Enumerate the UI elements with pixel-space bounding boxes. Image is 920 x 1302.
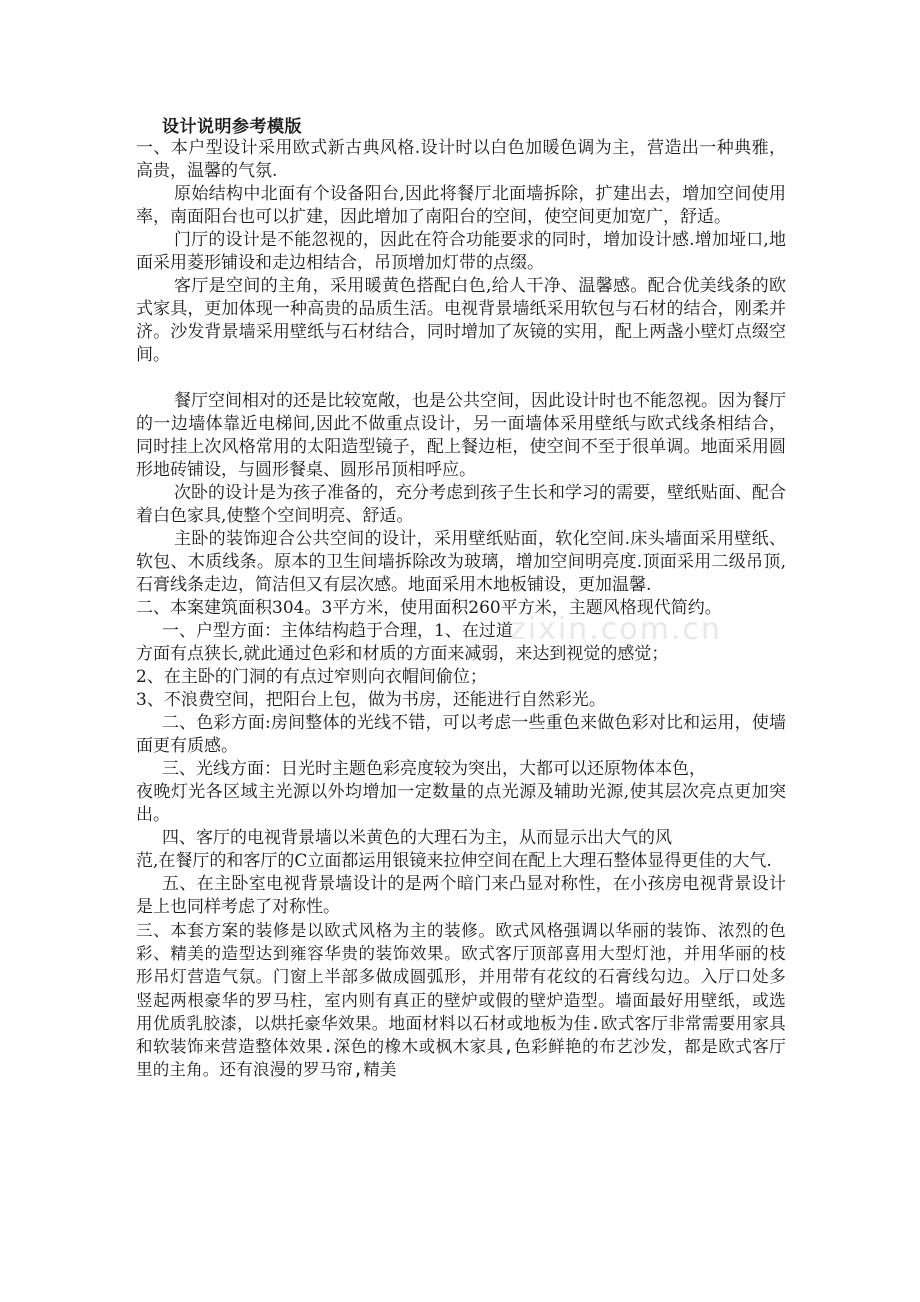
color-paragraph: 二、色彩方面:房间整体的光线不错，可以考虑一些重色来做色彩对比和运用，使墙面更有质感。 xyxy=(136,713,786,756)
lighting-continued: 夜晚灯光各区域主光源以外均增加一定数量的点光源及辅助光源,使其层次亮点更加突出。 xyxy=(136,782,786,825)
layout-paragraph: 一、户型方面：主体结构趋于合理，1、在过道 xyxy=(162,621,513,641)
layout-item-3: 3、不浪费空间，把阳台上包，做为书房，还能进行自然彩光。 xyxy=(136,690,606,710)
master-bedroom-paragraph: 主卧的装饰迎合公共空间的设计，采用壁纸贴面，软化空间.床头墙面采用壁纸、软包、木质线条。原本的卫生间墙拆除改为玻璃，增加空间明亮度.顶面采用二级吊顶,石膏线条走边，简洁但又有层次感。地面采用木地板铺设，更加温馨. xyxy=(136,529,786,595)
section-1-paragraph: 一、本户型设计采用欧式新古典风格.设计时以白色加暖色调为主，营造出一种典雅，高贵，温馨的气氛. xyxy=(136,138,786,181)
layout-continued: 方面有点狭长,就此通过色彩和材质的方面来减弱，来达到视觉的感觉； xyxy=(136,644,669,664)
living-room-paragraph: 客厅是空间的主角，采用暖黄色搭配白色,给人干净、温馨感。配合优美线条的欧式家具，更加体现一种高贵的品质生活。电视背景墙纸采用软包与石材的结合，刚柔并济。沙发背景墙采用壁纸与石材结合，同时增加了灰镜的实用，配上两盏小壁灯点缀空间。 xyxy=(136,276,786,365)
lighting-paragraph: 三、光线方面：日光时主题色彩亮度较为突出，大都可以还原物体本色， xyxy=(162,759,706,779)
document-title: 设计说明参考模版 xyxy=(162,117,302,137)
structure-paragraph: 原始结构中北面有个设备阳台,因此将餐厅北面墙拆除，扩建出去，增加空间使用率，南面阳台也可以扩建，因此增加了南阳台的空间，使空间更加宽广，舒适。 xyxy=(136,184,786,227)
dining-room-paragraph: 餐厅空间相对的还是比较宽敞，也是公共空间，因此设计时也不能忽视。因为餐厅的一边墙体靠近电梯间,因此不做重点设计，另一面墙体采用壁纸与欧式线条相结合，同时挂上次风格常用的太阳造型镜子，配上餐边柜，使空间不至于很单调。地面采用圆形地砖铺设，与圆形餐桌、圆形吊顶相呼应。 xyxy=(136,391,786,480)
foyer-paragraph: 门厅的设计是不能忽视的，因此在符合功能要求的同时，增加设计感.增加垭口,地面采用菱形铺设和走边相结合，吊顶增加灯带的点缀。 xyxy=(136,230,786,273)
section-3-paragraph: 三、本套方案的装修是以欧式风格为主的装修。欧式风格强调以华丽的装饰、浓烈的色彩、精美的造型达到雍容华贵的装饰效果。欧式客厅顶部喜用大型灯池，并用华丽的枝形吊灯营造气氛。门窗上半部多做成圆弧形，并用带有花纹的石膏线勾边。入厅口处多竖起两根豪华的罗马柱，室内则有真正的壁炉或假的壁炉造型。墙面最好用壁纸，或选用优质乳胶漆，以烘托豪华效果。地面材料以石材或地板为佳.欧式客厅非常需要用家具和软装饰来营造整体效果.深色的橡木或枫木家具,色彩鲜艳的布艺沙发，都是欧式客厅里的主角。还有浪漫的罗马帘,精美 xyxy=(136,921,786,1080)
tv-wall-continued: 范,在餐厅的和客厅的C立面都运用银镜来拉伸空间在配上大理石整体显得更佳的大气. xyxy=(136,851,772,871)
watermark: zixin.com.cn xyxy=(510,612,722,647)
layout-item-2: 2、在主卧的门洞的有点过窄则向衣帽间偷位； xyxy=(136,667,487,687)
document-body xyxy=(136,137,786,1081)
second-bedroom-paragraph: 次卧的设计是为孩子准备的，充分考虑到孩子生长和学习的需要，壁纸贴面、配合着白色家具,使整个空间明亮、舒适。 xyxy=(136,483,786,526)
blank-line xyxy=(136,367,786,390)
master-tv-wall-paragraph: 五、在主卧室电视背景墙设计的是两个暗门来凸显对称性，在小孩房电视背景设计是上也同样考虑了对称性。 xyxy=(136,874,786,917)
tv-wall-paragraph: 四、客厅的电视背景墙以米黄色的大理石为主，从而显示出大气的风 xyxy=(162,828,672,848)
section-2-paragraph: 二、本案建筑面积304。3平方米，使用面积260平方米，主题风格现代简约。 xyxy=(136,598,722,618)
